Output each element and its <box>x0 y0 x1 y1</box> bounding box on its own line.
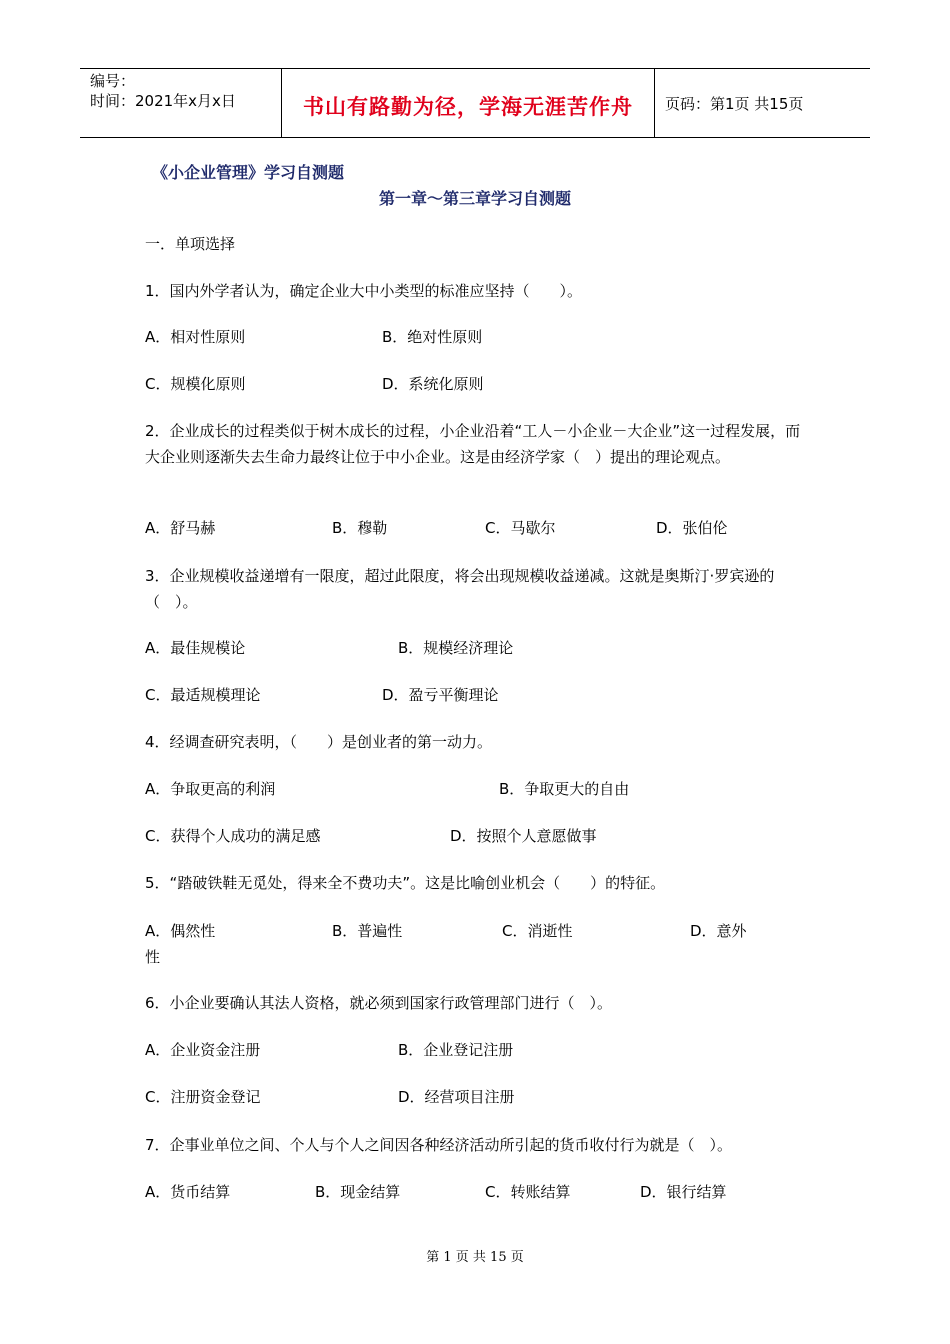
option-d: D．按照个人意愿做事 <box>450 827 597 845</box>
option-c: C．最适规模理论 <box>145 686 261 704</box>
header-motto: 书山有路勤为径，学海无涯苦作舟 <box>303 94 633 119</box>
option-d: D．经营项目注册 <box>398 1088 515 1106</box>
option-d: D．银行结算 <box>640 1183 727 1201</box>
option-b: B．规模经济理论 <box>398 639 514 657</box>
option-b: B．争取更大的自由 <box>499 780 630 798</box>
question-4: 4．经调查研究表明，（ ）是创业者的第一动力。 <box>145 733 493 751</box>
option-d: D．意外 <box>690 922 747 940</box>
option-c: C．规模化原则 <box>145 375 246 393</box>
question-2: 2．企业成长的过程类似于树木成长的过程，小企业沿着“工人－小企业－大企业”这一过程发展，而大企业则逐渐失去生命力最终让位于中小企业。这是由经济学家（ ）提出的理论观点。 <box>145 422 801 466</box>
header-divider <box>654 69 655 137</box>
option-b: B．企业登记注册 <box>398 1041 514 1059</box>
option-a: A．企业资金注册 <box>145 1041 261 1059</box>
option-d-continuation: 性 <box>145 948 161 966</box>
chapter-title: 第一章～第三章学习自测题 <box>378 189 571 208</box>
document-number-label: 编号： <box>90 72 136 90</box>
option-a: A．偶然性 <box>145 922 216 940</box>
question-3: 3．企业规模收益递增有一限度，超过此限度，将会出现规模收益递减。这就是奥斯汀·罗宾逊的（ ）。 <box>145 567 775 611</box>
option-c: C．获得个人成功的满足感 <box>145 827 321 845</box>
option-d: D．系统化原则 <box>382 375 484 393</box>
option-a: A．争取更高的利润 <box>145 780 276 798</box>
option-b: B．现金结算 <box>315 1183 401 1201</box>
question-1: 1．国内外学者认为，确定企业大中小类型的标准应坚持（ ）。 <box>145 282 583 300</box>
option-c: C．注册资金登记 <box>145 1088 261 1106</box>
document-date: 时间：2021年x月x日 <box>90 92 236 110</box>
question-7: 7．企事业单位之间、个人与个人之间因各种经济活动所引起的货币收付行为就是（ ）。 <box>145 1136 733 1154</box>
option-a: A．舒马赫 <box>145 519 216 537</box>
option-b: B．普遍性 <box>332 922 403 940</box>
option-b: B．穆勒 <box>332 519 388 537</box>
option-c: C．消逝性 <box>502 922 573 940</box>
section-title: 一．单项选择 <box>145 235 236 253</box>
option-b: B．绝对性原则 <box>382 328 483 346</box>
header-meta <box>90 71 236 111</box>
option-a: A．相对性原则 <box>145 328 246 346</box>
option-a: A．货币结算 <box>145 1183 231 1201</box>
option-d: D．张伯伦 <box>656 519 728 537</box>
question-5: 5．“踏破铁鞋无觅处，得来全不费功夫”。这是比喻创业机会（ ）的特征。 <box>145 874 666 892</box>
question-6: 6．小企业要确认其法人资格，就必须到国家行政管理部门进行（ ）。 <box>145 994 613 1012</box>
option-c: C．马歇尔 <box>485 519 556 537</box>
header-page-info: 页码：第1页 共15页 <box>665 95 804 113</box>
course-title: 《小企业管理》学习自测题 <box>152 163 345 182</box>
option-c: C．转账结算 <box>485 1183 571 1201</box>
page-header <box>80 68 870 138</box>
option-d: D．盈亏平衡理论 <box>382 686 499 704</box>
option-a: A．最佳规模论 <box>145 639 246 657</box>
page-footer: 第 1 页 共 15 页 <box>426 1250 524 1265</box>
